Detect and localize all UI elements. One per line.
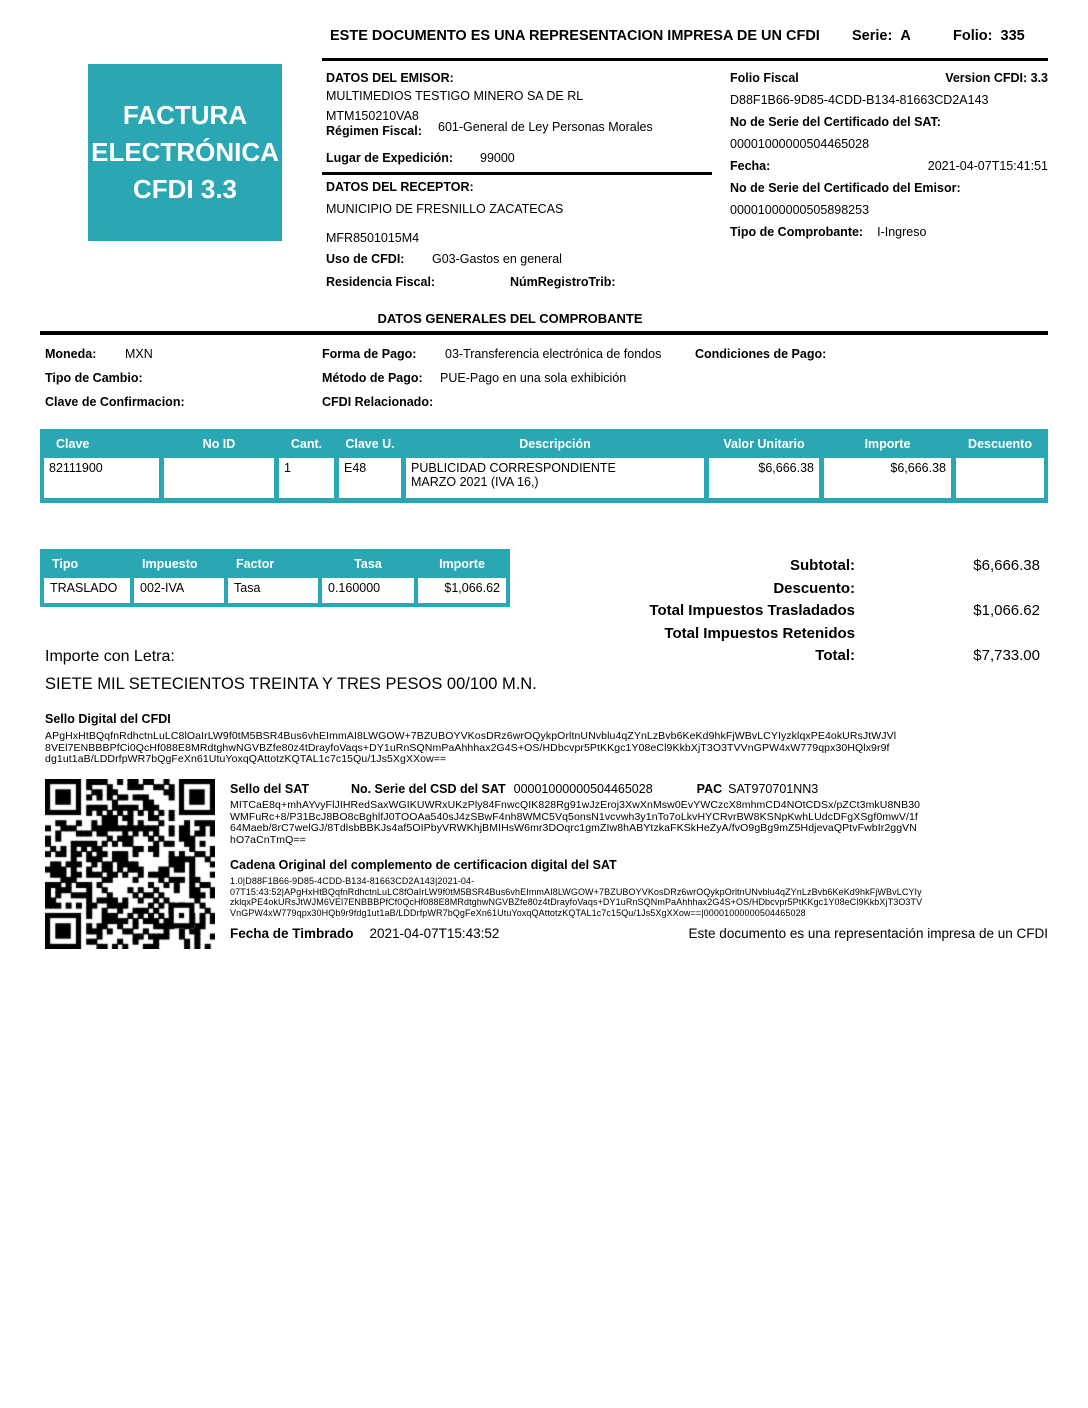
item-valor-unitario: $6,666.38 (709, 458, 819, 498)
item-cant: 1 (279, 458, 334, 498)
retenidos-label: Total Impuestos Retenidos (664, 625, 855, 642)
col-factor: Factor (236, 556, 275, 571)
condiciones-pago-label: Condiciones de Pago: (695, 347, 827, 361)
sello-sat-header (230, 782, 1048, 796)
fecha-label: Fecha: (730, 159, 771, 173)
impuesto-nombre: 002-IVA (134, 578, 224, 603)
items-table (40, 429, 1048, 503)
item-descripcion (406, 458, 704, 498)
sello-sat-label: Sello del SAT (230, 782, 309, 796)
version-cfdi-label: Version CFDI: 3.3 (945, 71, 1048, 85)
item-clave: 82111900 (44, 458, 159, 498)
serie-sat-label: No de Serie del Certificado del SAT: (730, 115, 941, 129)
col-valor-unitario: Valor Unitario (723, 436, 805, 451)
cfdi-relacionado-label: CFDI Relacionado: (322, 395, 434, 409)
receptor-section-title: DATOS DEL RECEPTOR: (326, 180, 474, 194)
importe-letra-label: Importe con Letra: (45, 648, 175, 665)
subtotal-value: $6,666.38 (973, 557, 1040, 574)
importe-letra-texto: SIETE MIL SETECIENTOS TREINTA Y TRES PESOS 00/100 M.N. (45, 675, 537, 693)
lugar-label: Lugar de Expedición: (326, 151, 454, 165)
impuestos-table (40, 549, 510, 607)
col-cant: Cant. (290, 436, 323, 451)
regimen-value: 601-General de Ley Personas Morales (438, 120, 653, 134)
impuesto-tasa: 0.160000 (322, 578, 414, 603)
descuento-row (540, 580, 1040, 597)
col-clave-u: Clave U. (345, 436, 395, 451)
cadena-line: zklqxPE4okURsJtWJM6VEl7ENBBBPfCf0QcHf088E8MRdtghwNGVBZfe80z4tDrayfoVaqs+DY1uRnSQNmPaAhhhax2G4S+OS/HDbcvpr5PtKKgc1Y08eCl9KkbXjT3O3TV (230, 897, 923, 907)
item-row (44, 458, 1044, 498)
receptor-rfc: MFR8501015M4 (326, 231, 420, 245)
fecha-timbrado-row (230, 926, 1048, 941)
emisor-nombre: MULTIMEDIOS TESTIGO MINERO SA DE RL (326, 89, 584, 103)
cadena-original-title: Cadena Original del complemento de certificacion digital del SAT (230, 858, 617, 872)
tipo-comprobante-value: I-Ingreso (877, 225, 927, 239)
uuid-value: D88F1B66-9D85-4CDD-B134-81663CD2A143 (730, 93, 989, 107)
qr-code (45, 779, 215, 949)
impuesto-tipo: TRASLADO (44, 578, 130, 603)
residencia-fiscal-label: Residencia Fiscal: (326, 275, 436, 289)
sello-sat-line: WMFuRc+8/P31BcJ8BO8cBghlfJ0TOOAa540sJ4zSBwF4nh8WMC5Vq5onsN1vcvwh3y1nTo7oLkvHYCRvrBW8KSNpKwhLUdcDFgXSgf0mwV/1f (230, 810, 918, 823)
lugar-value: 99000 (480, 151, 515, 165)
impuestos-table-header (44, 549, 506, 578)
forma-pago-value: 03-Transferencia electrónica de fondos (445, 347, 662, 361)
header-divider (322, 58, 1048, 61)
tipo-comprobante-label: Tipo de Comprobante: (730, 225, 864, 239)
badge-line1: FACTURA (122, 100, 248, 130)
sello-cfdi-title: Sello Digital del CFDI (45, 712, 171, 726)
serie-sat-value: 00001000000504465028 (730, 137, 870, 151)
sat-block (230, 782, 1048, 941)
impuesto-factor: Tasa (228, 578, 318, 603)
col-importe: Importe (864, 436, 911, 451)
item-descripcion-line1: PUBLICIDAD CORRESPONDIENTE (411, 461, 616, 475)
moneda-value: MXN (125, 347, 153, 361)
numregistro-label: NúmRegistroTrib: (510, 275, 616, 289)
descuento-label: Descuento: (773, 580, 855, 597)
clave-confirmacion-label: Clave de Confirmacion: (45, 395, 185, 409)
total-value: $7,733.00 (973, 647, 1040, 664)
cadena-line: 1.0|D88F1B66-9D85-4CDD-B134-81663CD2A143|2021-04- (230, 876, 475, 886)
trasladados-value: $1,066.62 (973, 602, 1040, 619)
regimen-label: Régimen Fiscal: (326, 124, 422, 138)
trasladados-label: Total Impuestos Trasladados (649, 602, 855, 619)
emisor-section-title: DATOS DEL EMISOR: (326, 71, 454, 85)
sello-sat-line: hO7aCnTmQ== (230, 833, 306, 846)
serie-emisor-value: 00001000000505898253 (730, 203, 870, 217)
factura-electronica-badge (88, 64, 282, 241)
folio-label: Folio: (953, 28, 993, 44)
impuesto-importe: $1,066.62 (418, 578, 506, 603)
descuento-value (855, 580, 1040, 597)
tipo-comprobante-row (730, 225, 926, 239)
total-row (540, 647, 1040, 664)
col-descuento: Descuento (968, 436, 1032, 451)
csd-sat-label: No. Serie del CSD del SAT (350, 782, 506, 796)
col-clave: Clave (56, 436, 90, 451)
emisor-rfc: MTM150210VA8 (326, 109, 419, 123)
col-no-id: No ID (202, 436, 236, 451)
serie-value: A (900, 28, 911, 44)
moneda-label: Moneda: (45, 347, 97, 361)
subtotal-label: Subtotal: (790, 557, 855, 574)
retenidos-value (855, 625, 1040, 642)
col-impuesto: Impuesto (142, 556, 198, 571)
uso-cfdi-label: Uso de CFDI: (326, 252, 405, 266)
generales-section-title: DATOS GENERALES DEL COMPROBANTE (377, 311, 643, 326)
sello-cfdi-line: dg1ut1aB/LDDrfpWR7bQgFeXn61UtuYoxqQAttotzKQTAL1c7c15Qu/1Js5XgXXow== (45, 753, 447, 765)
item-descuento (956, 458, 1044, 498)
sello-cfdi-text (45, 731, 1053, 766)
subtotal-row (540, 557, 1040, 574)
col-tipo: Tipo (52, 556, 79, 571)
item-no-id (164, 458, 274, 498)
cadena-line: 07T15:43:52|APgHxHtBQqfnRdhctnLuLC8fOaIrLW9f0tM5BSR4Bus6vhEImmAI8LWGOW+7BZUBOYVKosDRz6wrOQykpOrltnUNvblu4qZYnLzBvb6KeKd9hkFjWBvLCYIy (230, 886, 922, 897)
folio-fiscal-label: Folio Fiscal (730, 71, 799, 85)
uso-cfdi-value: G03-Gastos en general (432, 252, 562, 266)
folio-value: 335 (1000, 28, 1025, 44)
badge-line2: ELECTRÓNICA (91, 137, 279, 167)
folio-field (953, 28, 1025, 44)
item-descripcion-line2: MARZO 2021 (IVA 16,) (411, 475, 539, 489)
sello-cfdi-line: APgHxHtBQqfnRdhctnLuLC8lOaIrLW9f0tM5BSR4Bus6vhEImmAI8LWGOW+7BZUBOYVKosDRz6wrOQykpOrltnUNvblu4qZYnLzBvb6KeKd9hkFjWBvLCYIyzklqxPE4okURsJtWJVl (45, 730, 897, 742)
folio-fiscal-row (730, 71, 1048, 85)
col-descripcion: Descripción (519, 436, 591, 451)
emisor-divider (322, 172, 712, 175)
generales-divider (40, 331, 1048, 335)
item-importe: $6,666.38 (824, 458, 951, 498)
item-clave-u: E48 (339, 458, 401, 498)
metodo-pago-label: Método de Pago: (322, 371, 423, 385)
sello-sat-line: 64Maeb/8rC7welGJ/8TdlsbBBKJs4af5OIPbyVRWKhjBMIHsW6mr3DOqrc1gmZIw8hABYtzkaFKSkHeZyA/fvO9gBg9mZ5HdjevaQPtvFwbIr2ggVN (230, 822, 917, 834)
col-tasa: Tasa (354, 556, 382, 571)
items-table-header (44, 429, 1044, 458)
sello-cfdi-line: 8VEl7ENBBBPfCi0QcHf088E8MRdtghwNGVBZfe80z4tDrayfoVaqs+DY1uRnSQNmPaAhhhax2G4S+OS/HDbcvpr5PtKKgc1Y08eCl9KkbXjT3O3TVVnGPW4xW779qpx30HQlx9r9f (45, 741, 890, 754)
retenidos-row (540, 625, 1040, 642)
fecha-row (730, 159, 1048, 173)
metodo-pago-value: PUE-Pago en una sola exhibición (440, 371, 627, 385)
csd-sat-value: 00001000000504465028 (513, 782, 653, 796)
forma-pago-label: Forma de Pago: (322, 347, 417, 361)
serie-label: Serie: (852, 28, 893, 44)
badge-line3: CFDI 3.3 (132, 174, 238, 204)
serie-field (852, 28, 911, 44)
pac-label: PAC (696, 782, 723, 796)
fecha-timbrado-value: 2021-04-07T15:43:52 (369, 926, 500, 941)
serie-emisor-label: No de Serie del Certificado del Emisor: (730, 181, 961, 195)
col-importe-impuesto: Importe (439, 556, 485, 571)
sello-sat-text (230, 800, 1048, 846)
trasladados-row (540, 602, 1040, 619)
cadena-original-text (230, 876, 1048, 918)
total-label: Total: (815, 647, 855, 664)
receptor-nombre: MUNICIPIO DE FRESNILLO ZACATECAS (326, 202, 564, 216)
footer-note: Este documento es una representación impresa de un CFDI (688, 926, 1048, 941)
document-header-title: ESTE DOCUMENTO ES UNA REPRESENTACION IMPRESA DE UN CFDI (330, 28, 820, 44)
pac-value: SAT970701NN3 (728, 782, 819, 796)
impuesto-row (44, 578, 506, 603)
fecha-value: 2021-04-07T15:41:51 (927, 159, 1048, 173)
cadena-line: VnGPW4xW779qpx30HQb9r9fdg1ut1aB/LDDrfpWR7bQgFeXn61UtuYoxqQAttotzKQTAL1c7c15Qu/1Js5XgXXow==|00001000000504465028 (230, 907, 806, 918)
fecha-timbrado-label: Fecha de Timbrado (230, 926, 354, 941)
sello-sat-line: MITCaE8q+mhAYvyFlJIHRedSaxWGIKUWRxUKzPly84FnwcQIK828Rg91wJzEroj3XwXnMsw0EvYWCzcX8mhmCD4NOtCDSx/pZCt3mkU8NB30 (230, 799, 921, 811)
tipo-cambio-label: Tipo de Cambio: (45, 371, 143, 385)
